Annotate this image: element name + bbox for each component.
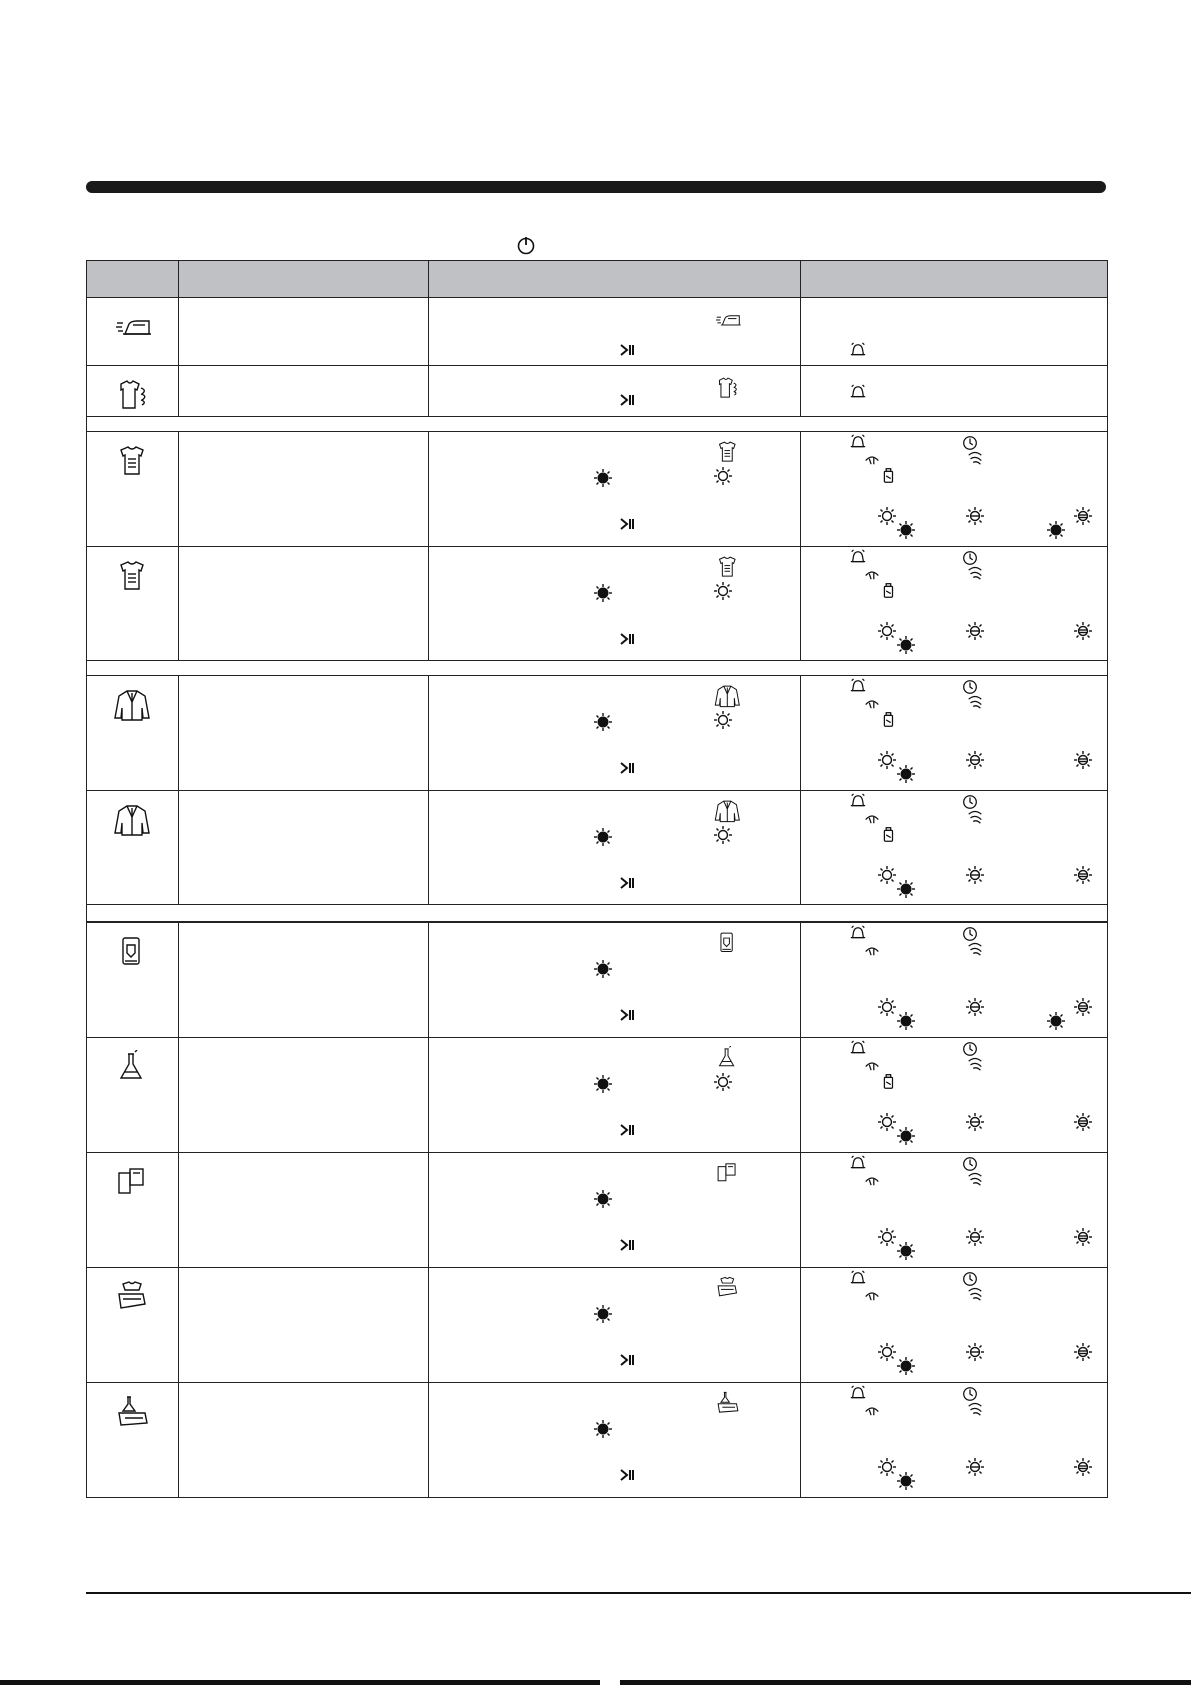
sun-medium-icon [965,865,985,885]
program-notes-cell [801,1383,1108,1498]
coat-icon [714,799,742,823]
sun-dot-icon [593,1074,613,1094]
play-pause-icon [619,1352,635,1368]
separator-cell [87,905,1108,923]
sun-dot-icon [593,712,613,732]
sun-icon [713,1072,733,1092]
program-name-cell [179,298,429,366]
footer-rule [86,1592,1191,1594]
iron-steam-icon [114,310,152,344]
program-notes-cell [801,298,1108,366]
wave-icon [966,1284,984,1302]
program-procedure-cell [429,298,801,366]
sun-light-icon [877,621,897,641]
sun-dark-icon [1046,1011,1066,1031]
program-name-cell [179,1268,429,1383]
play-pause-icon [619,1237,635,1253]
sun-strong-icon [1073,1342,1093,1362]
program-procedure-cell [429,676,801,791]
sun-strong-icon [1073,1457,1093,1477]
program-icon-cell [87,1153,179,1268]
program-notes-cell [801,366,1108,417]
play-pause-icon [619,1122,635,1138]
sun-strong-icon [1073,997,1093,1017]
program-name-cell [179,1038,429,1153]
program-procedure-cell [429,547,801,661]
sun-medium-icon [965,1227,985,1247]
shirt-icon [114,559,152,593]
shirt-icon [114,444,152,478]
sun-strong-icon [1073,506,1093,526]
bottle-icon [879,1072,897,1090]
table-separator-row [87,417,1108,432]
sun-dark-icon [896,1011,916,1031]
sun-dark-icon [896,1126,916,1146]
sun-medium-icon [965,1342,985,1362]
sun-dark-icon [896,635,916,655]
hanger-icon [863,807,881,825]
play-pause-icon [619,631,635,647]
separator-cell [87,661,1108,676]
program-icon-cell [87,547,179,661]
hanger-icon [863,1169,881,1187]
sun-medium-icon [965,506,985,526]
shirt-refresh-icon [114,378,152,412]
footer-edge-left [0,1680,600,1685]
column-header-procedure [429,261,801,298]
program-procedure-cell [429,1383,801,1498]
shirt-icon [714,440,742,464]
program-notes-cell [801,1153,1108,1268]
program-procedure-cell [429,432,801,547]
sun-dot-icon [593,1304,613,1324]
hanger-icon [863,939,881,957]
table-separator-row [87,905,1108,923]
sun-light-icon [877,865,897,885]
column-header-program [179,261,429,298]
program-name-cell [179,922,429,1038]
sun-icon [713,710,733,730]
sun-dot-icon [593,959,613,979]
table-row [87,676,1108,791]
program-procedure-cell [429,1038,801,1153]
program-name-cell [179,432,429,547]
program-notes-cell [801,922,1108,1038]
table-row [87,1383,1108,1498]
column-header-icon [87,261,179,298]
program-table [86,260,1108,1498]
sun-icon [713,825,733,845]
program-icon-cell [87,432,179,547]
program-notes-cell [801,791,1108,905]
flask-icon [114,1050,152,1084]
program-icon-cell [87,676,179,791]
hanger-icon [863,1399,881,1417]
towel-icon [114,1165,152,1199]
sun-light-icon [877,1227,897,1247]
flask-pile-icon [714,1391,742,1415]
table-header-row [87,261,1108,298]
wave-icon [966,563,984,581]
program-notes-cell [801,1268,1108,1383]
program-procedure-cell [429,366,801,417]
separator-cell [87,417,1108,432]
sun-light-icon [877,1457,897,1477]
sun-medium-icon [965,997,985,1017]
sun-light-icon [877,1112,897,1132]
program-icon-cell [87,1268,179,1383]
sun-light-icon [877,506,897,526]
wave-icon [966,1399,984,1417]
header-rule [86,181,1106,193]
bottle-icon [879,581,897,599]
sun-dark-icon [1046,520,1066,540]
sun-strong-icon [1073,621,1093,641]
sun-dot-icon [593,583,613,603]
table-row [87,547,1108,661]
play-pause-icon [619,342,635,358]
sun-strong-icon [1073,865,1093,885]
footer-edge-right [620,1680,1191,1685]
sun-dark-icon [896,764,916,784]
program-icon-cell [87,1383,179,1498]
sun-dark-icon [896,1471,916,1491]
sun-dot-icon [593,468,613,488]
program-name-cell [179,366,429,417]
table-row [87,298,1108,366]
table-row [87,1268,1108,1383]
coat-icon [114,803,152,837]
program-name-cell [179,547,429,661]
table-row [87,432,1108,547]
program-procedure-cell [429,1153,801,1268]
flask-icon [714,1046,742,1070]
play-pause-icon [619,760,635,776]
bottle-icon [879,825,897,843]
sun-dot-icon [593,1419,613,1439]
hanger-icon [863,1054,881,1072]
shirt-icon [714,555,742,579]
sun-medium-icon [965,1457,985,1477]
column-header-notes [801,261,1108,298]
play-pause-icon [619,392,635,408]
sun-light-icon [877,750,897,770]
coat-icon [714,684,742,708]
program-icon-cell [87,366,179,417]
wave-icon [966,1054,984,1072]
towel-icon [714,1161,742,1185]
table-row [87,1153,1108,1268]
program-icon-cell [87,298,179,366]
hanger-icon [863,1284,881,1302]
sun-dark-icon [896,1241,916,1261]
flask-pile-icon [114,1395,152,1429]
wave-icon [966,448,984,466]
bottle-icon [879,466,897,484]
program-notes-cell [801,547,1108,661]
sun-strong-icon [1073,750,1093,770]
program-procedure-cell [429,1268,801,1383]
table-row [87,1038,1108,1153]
program-notes-cell [801,676,1108,791]
program-procedure-cell [429,922,801,1038]
sun-dark-icon [896,879,916,899]
sun-medium-icon [965,621,985,641]
bell-icon [849,342,867,360]
clothes-pile-icon [114,1280,152,1314]
table-row [87,922,1108,1038]
wave-icon [966,939,984,957]
coat-icon [114,688,152,722]
program-name-cell [179,676,429,791]
sun-light-icon [877,997,897,1017]
play-pause-icon [619,516,635,532]
wave-icon [966,1169,984,1187]
play-pause-icon [619,1467,635,1483]
iron-steam-icon [714,308,742,332]
power-icon [516,235,536,255]
table-row [87,366,1108,417]
table-row [87,791,1108,905]
program-icon-cell [87,1038,179,1153]
program-name-cell [179,791,429,905]
phone-icon [714,931,742,955]
clothes-pile-icon [714,1276,742,1300]
program-name-cell [179,1383,429,1498]
sun-dark-icon [896,1356,916,1376]
bottle-icon [879,710,897,728]
program-procedure-cell [429,791,801,905]
sun-medium-icon [965,750,985,770]
phone-icon [114,935,152,969]
play-pause-icon [619,875,635,891]
sun-icon [713,466,733,486]
wave-icon [966,807,984,825]
hanger-icon [863,448,881,466]
program-icon-cell [87,922,179,1038]
program-table-body [87,261,1108,1498]
hanger-icon [863,563,881,581]
hanger-icon [863,692,881,710]
sun-dark-icon [896,520,916,540]
sun-dot-icon [593,1189,613,1209]
shirt-refresh-icon [714,376,742,400]
program-notes-cell [801,432,1108,547]
sun-strong-icon [1073,1112,1093,1132]
table-separator-row [87,661,1108,676]
program-name-cell [179,1153,429,1268]
bell-icon [849,384,867,402]
wave-icon [966,692,984,710]
program-notes-cell [801,1038,1108,1153]
play-pause-icon [619,1007,635,1023]
sun-light-icon [877,1342,897,1362]
sun-strong-icon [1073,1227,1093,1247]
sun-medium-icon [965,1112,985,1132]
sun-icon [713,581,733,601]
program-icon-cell [87,791,179,905]
sun-dot-icon [593,827,613,847]
